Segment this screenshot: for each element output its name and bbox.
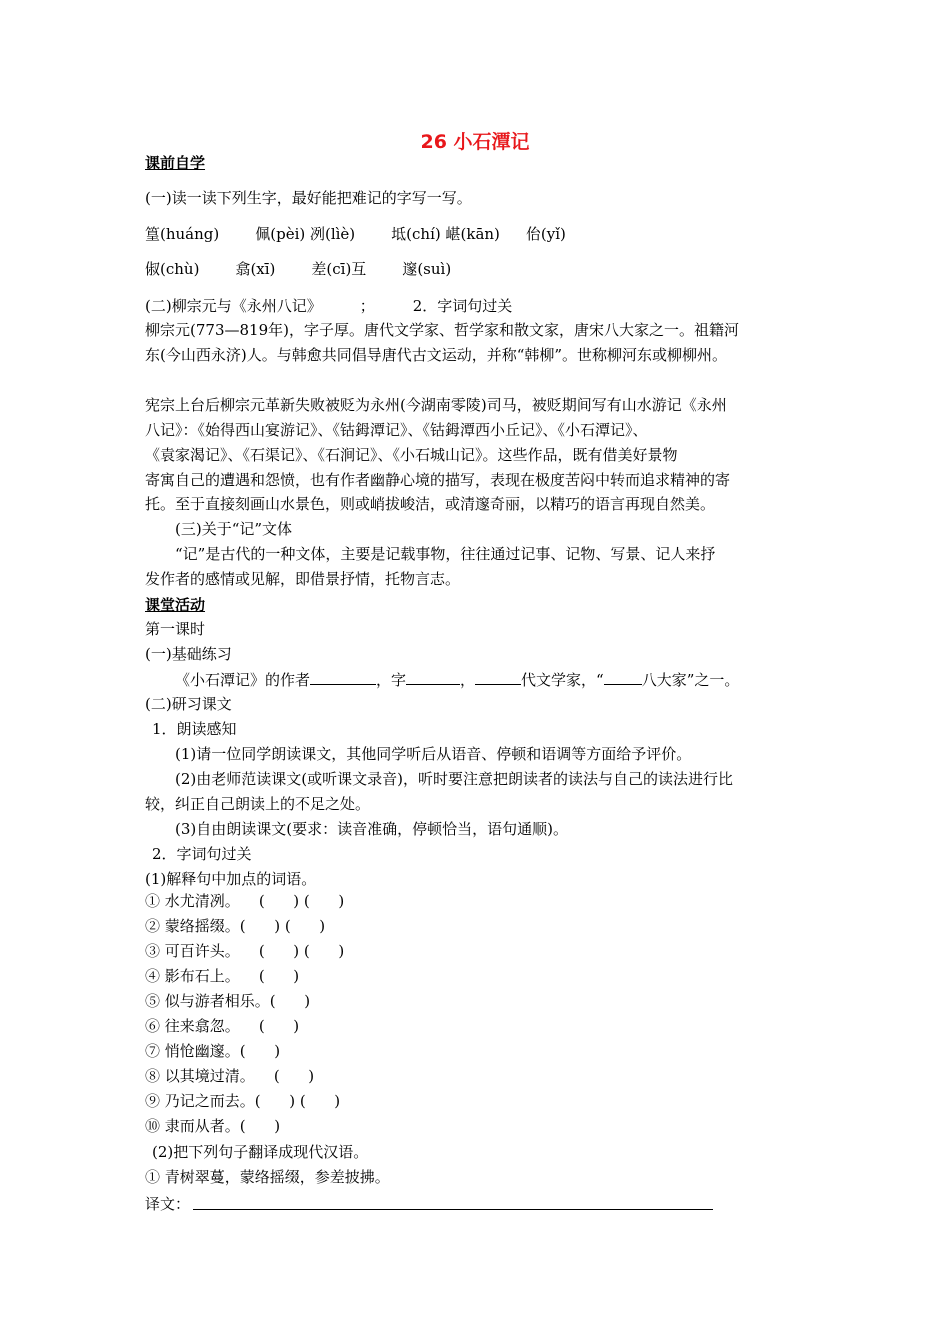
part2-heading-b: 2．字词句过关 (412, 297, 513, 315)
fill-in-sentence (175, 669, 739, 690)
part2-heading-a: (二)柳宗元与《永州八记》 (145, 297, 322, 315)
exercise-item[interactable]: ⑦ 悄怆幽邃。( ) (145, 1042, 281, 1060)
fill-text: 代文学家，“ (521, 671, 604, 689)
char-item: 坻(chí) 嵁(kān) (391, 225, 500, 243)
translate-heading: (2)把下列句子翻译成现代汉语。 (152, 1143, 369, 1161)
section-preclass: 课前自学 (145, 154, 206, 172)
fill-text: 《小石潭记》的作者 (175, 671, 311, 689)
answer-label: 译文： (145, 1195, 191, 1213)
read-item: (1)请一位同学朗读课文，其他同学听后从语音、停顿和语调等方面给予评价。 (175, 745, 692, 763)
char-item: 篁(huáng) (145, 225, 220, 243)
para2-line: 宪宗上台后柳宗元革新失败被贬为永州(今湖南零陵)司马，被贬期间写有山水游记《永州 (145, 396, 727, 414)
fill-text: ，字 (376, 671, 407, 689)
part1-heading: (一)读一读下列生字，最好能把难记的字写一写。 (145, 189, 472, 207)
part3-line: “记”是古代的一种文体，主要是记载事物，往往通过记事、记物、写景、记人来抒 (175, 545, 716, 563)
char-item: 翕(xī) (235, 260, 276, 278)
exercise-item[interactable]: ⑩ 隶而从者。( ) (145, 1117, 281, 1135)
dynasty-group-blank[interactable] (604, 669, 642, 685)
exercise-item[interactable]: ⑥ 往来翕忽。 ( ) (145, 1017, 300, 1035)
char-item: 佩(pèi) 冽(lìè) (255, 225, 356, 243)
para2-line: 托。至于直接刻画山水景色，则或峭拔峻洁，或清邃奇丽，以精巧的语言再现自然美。 (145, 495, 716, 513)
part3-line: 发作者的感情或见解，即借景抒情，托物言志。 (145, 570, 461, 588)
para2-line: 八记》：《始得西山宴游记》、《钴鉧潭记》、《钴鉧潭西小丘记》、《小石潭记》、 (145, 421, 648, 439)
part2-heading-sep: ； (359, 297, 375, 315)
first-lesson: 第一课时 (145, 620, 206, 638)
dynasty-blank[interactable] (475, 669, 521, 685)
study-text: (二)研习课文 (145, 695, 232, 713)
part2-heading (145, 296, 512, 316)
read-heading: 1．朗读感知 (152, 720, 237, 738)
para1-line: 柳宗元(773—819年)，字子厚。唐代文学家、哲学家和散文家，唐宋八大家之一。祖籍河 (145, 321, 739, 339)
author-blank[interactable] (310, 669, 376, 685)
fill-text: ， (460, 671, 476, 689)
char-row-1 (145, 224, 566, 244)
para2-line: 寄寓自己的遭遇和怨愤，也有作者幽静心境的描写，表现在极度苦闷中转而追求精神的寄 (145, 471, 731, 489)
exercise-item[interactable]: ④ 影布石上。 ( ) (145, 967, 300, 985)
courtesy-name-blank[interactable] (406, 669, 460, 685)
char-item: 俶(chù) (145, 260, 200, 278)
char-item: 佁(yǐ) (525, 225, 566, 243)
read-item: (3)自由朗读课文(要求：读音准确，停顿恰当，语句通顺)。 (175, 820, 568, 838)
page-title: 26 小石潭记 (420, 131, 530, 153)
fill-text: 八大家”之一。 (641, 671, 740, 689)
read-item: (2)由老师范读课文(或听课文录音)，听时要注意把朗读者的读法与自己的读法进行比 (175, 770, 733, 788)
section-classroom: 课堂活动 (145, 596, 206, 614)
char-item: 邃(suì) (402, 260, 452, 278)
char-row-2 (145, 259, 451, 279)
exercise-item[interactable]: ② 蒙络摇缀。( ) ( ) (145, 917, 326, 935)
exercise-item[interactable]: ⑤ 似与游者相乐。( ) (145, 992, 311, 1010)
basic-practice: (一)基础练习 (145, 645, 232, 663)
explain-heading: (1)解释句中加点的词语。 (145, 870, 317, 888)
para1-line: 东(今山西永济)人。与韩愈共同倡导唐代古文运动，并称“韩柳”。世称柳河东或柳柳州。 (145, 346, 728, 364)
part3-heading: (三)关于“记”文体 (175, 520, 293, 538)
answer-line[interactable] (193, 1209, 713, 1210)
words-heading: 2．字词句过关 (152, 845, 252, 863)
para2-line: 《袁家渴记》、《石渠记》、《石涧记》、《小石城山记》。这些作品，既有借美好景物 (145, 446, 678, 464)
char-item: 差(cī)互 (311, 260, 367, 278)
translate-sentence: ① 青树翠蔓，蒙络摇缀，参差披拂。 (145, 1168, 390, 1186)
exercise-item[interactable]: ⑧ 以其境过清。 ( ) (145, 1067, 315, 1085)
exercise-item[interactable]: ① 水尤清冽。 ( ) ( ) (145, 892, 345, 910)
exercise-item[interactable]: ③ 可百许头。 ( ) ( ) (145, 942, 345, 960)
exercise-item[interactable]: ⑨ 乃记之而去。( ) ( ) (145, 1092, 341, 1110)
read-item: 较，纠正自己朗读上的不足之处。 (145, 795, 371, 813)
